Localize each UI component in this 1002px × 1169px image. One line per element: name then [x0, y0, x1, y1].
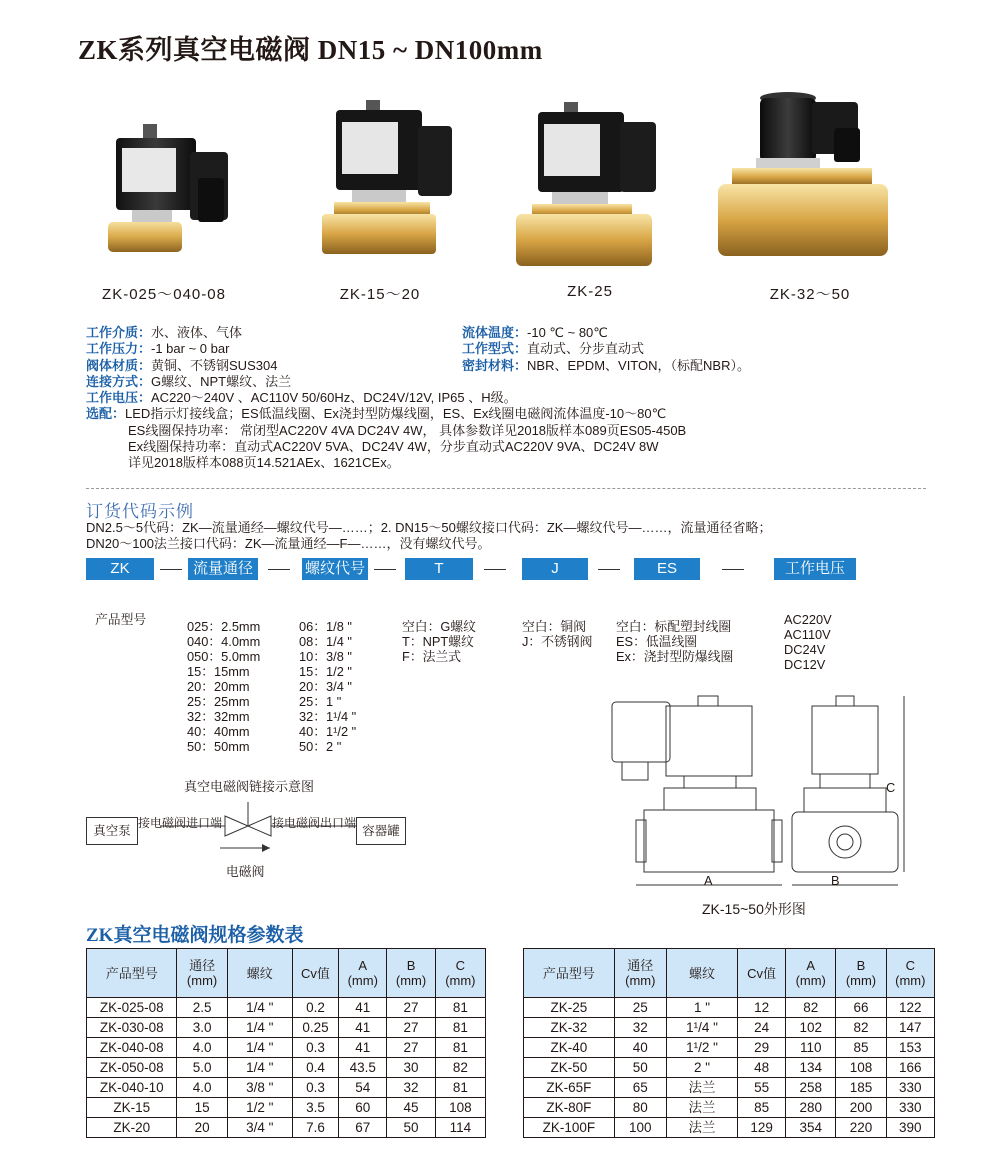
dim-c-label: C	[886, 780, 896, 795]
table-cell: 法兰	[666, 1098, 737, 1118]
code-dash	[160, 569, 182, 570]
table-cell: 185	[836, 1078, 886, 1098]
table-cell: 80	[614, 1098, 666, 1118]
table-cell: 60	[339, 1098, 387, 1118]
table-cell: 41	[339, 1038, 387, 1058]
table-cell: 27	[387, 1038, 435, 1058]
table-cell: 1¹/4 "	[666, 1018, 737, 1038]
spec-options: 选配：LED指示灯接线盒；ES低温线圈、Ex浇封型防爆线圈，ES、Ex线圈电磁阀流体温度-10～80℃	[86, 406, 667, 422]
table-row	[524, 1118, 935, 1138]
table-title: ZK真空电磁阀规格参数表	[86, 925, 304, 946]
table-cell: 129	[738, 1118, 786, 1138]
table-cell: 390	[886, 1118, 934, 1138]
table-cell: 15	[177, 1098, 227, 1118]
code-j: J	[522, 558, 588, 580]
code-flow: 流量通径	[188, 558, 258, 580]
table-header-row: 产品型号 通径 (mm) 螺纹 Cv值 A (mm) B (mm) C (mm)	[524, 949, 935, 998]
code-dash	[722, 569, 744, 570]
table-cell: 0.3	[292, 1078, 338, 1098]
table-cell: 41	[339, 998, 387, 1018]
diagram-title: 真空电磁阀链接示意图	[184, 779, 315, 794]
table-cell: 3/8 "	[227, 1078, 292, 1098]
outlet-label: 接电磁阀出口端	[272, 816, 357, 830]
drawing-caption: ZK-15~50外形图	[702, 901, 806, 917]
table-row	[524, 1018, 935, 1038]
tank-box: 容器罐	[356, 817, 406, 845]
table-cell: 122	[886, 998, 934, 1018]
table-cell: 65	[614, 1078, 666, 1098]
table-cell: ZK-25	[524, 998, 615, 1018]
table-cell: 法兰	[666, 1078, 737, 1098]
valve-photo-small	[98, 118, 248, 268]
table-cell: 1 "	[666, 998, 737, 1018]
dim-a-label: A	[704, 873, 713, 888]
table-cell: 30	[387, 1058, 435, 1078]
spec-table-right	[523, 948, 935, 1138]
table-cell: ZK-040-10	[87, 1078, 177, 1098]
table-row	[524, 1078, 935, 1098]
table-cell: 27	[387, 1018, 435, 1038]
table-row	[87, 1038, 486, 1058]
t-options: 空白：G螺纹 T：NPT螺纹 F：法兰式	[402, 619, 476, 664]
table-cell: ZK-32	[524, 1018, 615, 1038]
table-cell: 66	[836, 998, 886, 1018]
table-cell: 1/2 "	[227, 1098, 292, 1118]
code-dash	[598, 569, 620, 570]
table-cell: 1/4 "	[227, 1038, 292, 1058]
table-cell: 82	[435, 1058, 485, 1078]
code-dash	[268, 569, 290, 570]
specs-right	[462, 325, 750, 374]
table-cell: ZK-025-08	[87, 998, 177, 1018]
table-cell: 354	[786, 1118, 836, 1138]
table-cell: 153	[886, 1038, 934, 1058]
table-cell: 85	[836, 1038, 886, 1058]
table-cell: 20	[177, 1118, 227, 1138]
vacuum-pump-box: 真空泵	[86, 817, 138, 845]
product-caption-2: ZK-15～20	[339, 286, 421, 303]
spec-options-line4: 详见2018版样本088页14.521AEx、1621CEx。	[128, 455, 400, 471]
code-t: T	[405, 558, 473, 580]
order-title: 订货代码示例	[86, 502, 194, 521]
table-cell: 法兰	[666, 1118, 737, 1138]
table-cell: 32	[614, 1018, 666, 1038]
table-cell: 330	[886, 1078, 934, 1098]
spec-seal: 密封材料：NBR、EPDM、VITON，（标配NBR）。	[462, 357, 750, 373]
code-dash	[484, 569, 506, 570]
order-desc: DN2.5～5代码：ZK—流量通经—螺纹代号—……；2. DN15～50螺纹接口代码：ZK—螺纹代号—……，流量通径省略； DN20～100法兰接口代码：ZK—流量通经—F—……，没有螺纹代号。	[86, 520, 772, 551]
table-cell: 81	[435, 1078, 485, 1098]
table-row	[524, 1058, 935, 1078]
table-cell: ZK-050-08	[87, 1058, 177, 1078]
table-cell: 7.6	[292, 1118, 338, 1138]
table-cell: 1/4 "	[227, 1058, 292, 1078]
table-cell: ZK-40	[524, 1038, 615, 1058]
voltage-options: AC220V AC110V DC24V DC12V	[784, 612, 832, 672]
table-cell: 48	[738, 1058, 786, 1078]
table-cell: ZK-030-08	[87, 1018, 177, 1038]
table-cell: 102	[786, 1018, 836, 1038]
page-title: ZK系列真空电磁阀 DN15 ~ DN100mm	[78, 35, 543, 65]
code-es: ES	[634, 558, 700, 580]
table-cell: 82	[836, 1018, 886, 1038]
table-cell: 147	[886, 1018, 934, 1038]
table-cell: 330	[886, 1098, 934, 1118]
table-cell: 4.0	[177, 1038, 227, 1058]
table-cell: 0.3	[292, 1038, 338, 1058]
table-cell: 29	[738, 1038, 786, 1058]
valve-photo-25	[512, 100, 672, 270]
table-cell: 67	[339, 1118, 387, 1138]
spec-pressure: 工作压力：-1 bar ~ 0 bar	[86, 341, 230, 357]
table-cell: 280	[786, 1098, 836, 1118]
code-voltage: 工作电压	[774, 558, 856, 580]
table-row	[87, 1018, 486, 1038]
table-cell: 3.5	[292, 1098, 338, 1118]
j-options: 空白：铜阀 J：不锈钢阀	[522, 619, 593, 649]
table-cell: 108	[435, 1098, 485, 1118]
table-cell: 3.0	[177, 1018, 227, 1038]
spec-table-left	[86, 948, 486, 1138]
flow-options: 025：2.5mm 040：4.0mm 050：5.0mm 15：15mm 20：20mm 25：25mm 32：32mm 40：40mm 50：50mm	[187, 619, 261, 754]
table-row	[524, 1098, 935, 1118]
spec-options-line3: Ex线圈保持功率：直动式AC220V 5VA、DC24V 4W，分步直动式AC220V 9VA、DC24V 8W	[128, 439, 659, 455]
spec-connection: 连接方式：G螺纹、NPT螺纹、法兰	[86, 373, 292, 389]
table-cell: 110	[786, 1038, 836, 1058]
product-caption-1: ZK-025～040-08	[102, 286, 226, 303]
table-cell: 1¹/2 "	[666, 1038, 737, 1058]
table-cell: 4.0	[177, 1078, 227, 1098]
table-cell: 1/4 "	[227, 1018, 292, 1038]
table-cell: 3/4 "	[227, 1118, 292, 1138]
table-row	[87, 1078, 486, 1098]
table-cell: ZK-50	[524, 1058, 615, 1078]
valve-photo-32-50	[716, 88, 892, 268]
table-row	[87, 1098, 486, 1118]
table-cell: 50	[387, 1118, 435, 1138]
code-zk: ZK	[86, 558, 154, 580]
table-cell: 32	[387, 1078, 435, 1098]
table-cell: ZK-65F	[524, 1078, 615, 1098]
spec-voltage: 工作电压：AC220～240V 、AC110V 50/60Hz、DC24V/12V, IP65 、H级。	[86, 390, 517, 406]
code-thread: 螺纹代号	[302, 558, 368, 580]
table-cell: 2.5	[177, 998, 227, 1018]
outline-drawing	[604, 690, 914, 900]
valve-label: 电磁阀	[226, 864, 265, 879]
table-cell: 50	[614, 1058, 666, 1078]
es-options: 空白：标配塑封线圈 ES：低温线圈 Ex：浇封型防爆线圈	[616, 619, 734, 664]
table-cell: 25	[614, 998, 666, 1018]
spec-options-line2: ES线圈保持功率： 常闭型AC220V 4VA DC24V 4W， 具体参数详见2018版样本089页ES05-450B	[128, 422, 687, 438]
table-cell: 82	[786, 998, 836, 1018]
table-cell: ZK-20	[87, 1118, 177, 1138]
table-row	[524, 998, 935, 1018]
table-cell: 108	[836, 1058, 886, 1078]
table-cell: 81	[435, 1018, 485, 1038]
table-cell: 12	[738, 998, 786, 1018]
table-cell: 166	[886, 1058, 934, 1078]
inlet-label: 接电磁阀进口端	[138, 816, 223, 830]
product-caption-4: ZK-32～50	[769, 286, 851, 303]
table-header-row: 产品型号 通径 (mm) 螺纹 Cv值 A (mm) B (mm) C (mm)	[87, 949, 486, 998]
table-cell: ZK-100F	[524, 1118, 615, 1138]
table-cell: 54	[339, 1078, 387, 1098]
table-cell: 220	[836, 1118, 886, 1138]
table-row	[87, 1058, 486, 1078]
table-cell: 40	[614, 1038, 666, 1058]
spec-material: 阀体材质：黄铜、不锈钢SUS304	[86, 357, 278, 373]
table-cell: 114	[435, 1118, 485, 1138]
spec-operation: 工作型式：直动式、分步直动式	[462, 341, 645, 357]
product-type-label: 产品型号	[95, 612, 147, 627]
table-cell: 0.2	[292, 998, 338, 1018]
table-cell: ZK-040-08	[87, 1038, 177, 1058]
table-cell: 27	[387, 998, 435, 1018]
spec-medium: 工作介质：水、液体、气体	[86, 325, 243, 340]
spec-temperature: 流体温度：-10 ℃ ~ 80℃	[462, 325, 608, 340]
table-cell: 1/4 "	[227, 998, 292, 1018]
table-cell: 258	[786, 1078, 836, 1098]
table-cell: 5.0	[177, 1058, 227, 1078]
table-cell: 85	[738, 1098, 786, 1118]
section-divider	[86, 488, 926, 489]
table-cell: 24	[738, 1018, 786, 1038]
table-cell: ZK-15	[87, 1098, 177, 1118]
table-cell: 45	[387, 1098, 435, 1118]
table-cell: 41	[339, 1018, 387, 1038]
thread-options: 06：1/8 " 08：1/4 " 10：3/8 " 15：1/2 " 20：3/4 " 25：1 " 32：1¹/4 " 40：1¹/2 " 50：2 "	[299, 619, 357, 754]
table-cell: 81	[435, 1038, 485, 1058]
product-caption-3: ZK-25	[567, 283, 613, 300]
table-row	[524, 1038, 935, 1058]
table-cell: 2 "	[666, 1058, 737, 1078]
table-cell: 200	[836, 1098, 886, 1118]
table-cell: ZK-80F	[524, 1098, 615, 1118]
table-cell: 81	[435, 998, 485, 1018]
table-cell: 0.25	[292, 1018, 338, 1038]
table-cell: 134	[786, 1058, 836, 1078]
table-row	[87, 1118, 486, 1138]
table-cell: 100	[614, 1118, 666, 1138]
table-cell: 0.4	[292, 1058, 338, 1078]
code-dash	[374, 569, 396, 570]
valve-photo-15-20	[318, 98, 468, 268]
table-row	[87, 998, 486, 1018]
dim-b-label: B	[831, 873, 840, 888]
table-cell: 55	[738, 1078, 786, 1098]
table-cell: 43.5	[339, 1058, 387, 1078]
